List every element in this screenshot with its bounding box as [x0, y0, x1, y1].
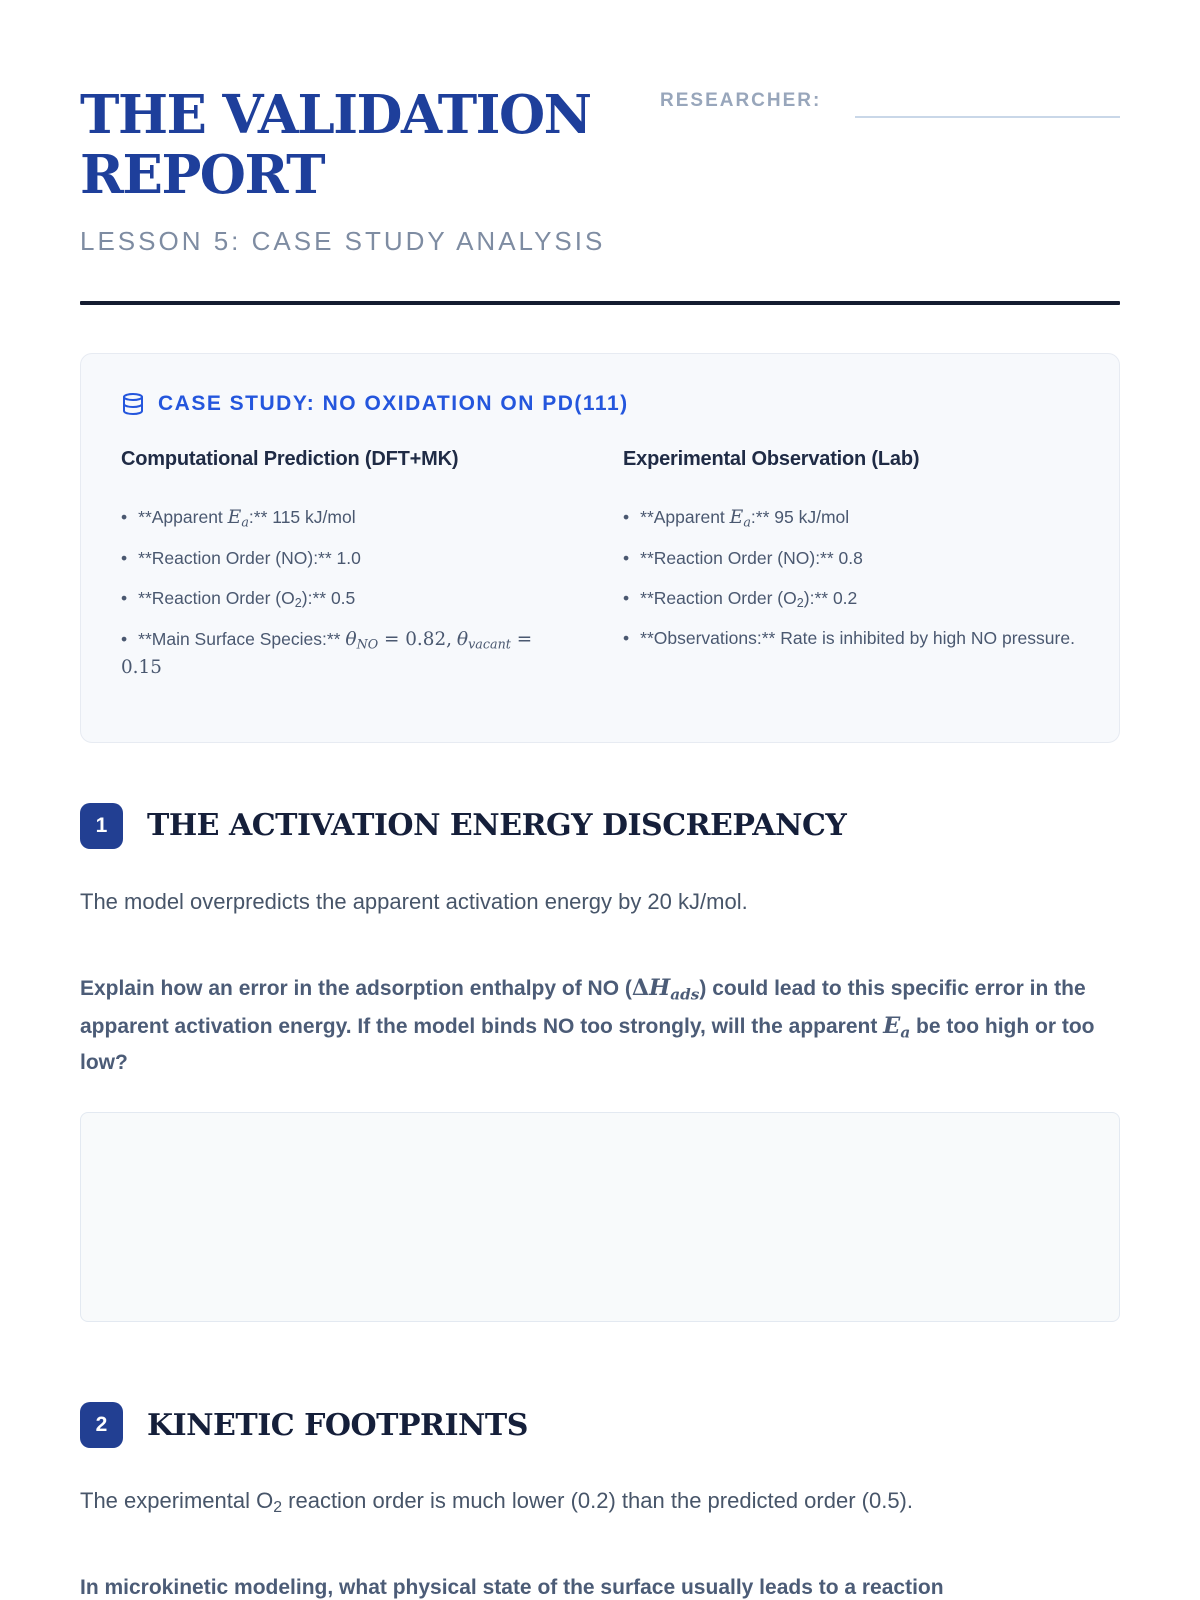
researcher-field — [660, 86, 1120, 118]
case-study-item: • **Apparent $E_a:**$ 95 kJ/mol — [623, 503, 1079, 532]
statement-text: The experimental $O_2$ reaction order is much lower (0.2) than the predicted order (0.5). — [80, 1488, 913, 1517]
bullet-list — [121, 503, 577, 683]
section-number-badge: 1 — [80, 803, 123, 849]
database-icon — [121, 392, 145, 416]
question-text: Explain how an error in the adsorption enthalpy of NO $(\Delta H_{ads})$ could lead to this specific error in the apparent activation energy. If the model binds NO too strongly, will the apparent $E_a$ be too high or too low? — [80, 975, 1095, 1075]
section-2 — [80, 1402, 1120, 1600]
section-1 — [80, 803, 1120, 1322]
case-column-experimental — [623, 448, 1079, 696]
bullet-list — [623, 503, 1079, 652]
section-2-heading-row — [80, 1402, 1120, 1448]
section-title: KINETIC FOOTPRINTS — [147, 1407, 528, 1443]
column-heading: Experimental Observation (Lab) — [623, 447, 920, 470]
case-study-item: • **Reaction Order (NO):** 0.8 — [623, 545, 1079, 572]
divider-rule — [80, 301, 1120, 305]
case-study-title: CASE STUDY: NO OXIDATION ON PD(111) — [158, 391, 629, 415]
section-title: THE ACTIVATION ENERGY DISCREPANCY — [147, 808, 847, 844]
page-title: THE VALIDATION REPORT — [80, 84, 591, 206]
case-study-item: • **Reaction Order $(O_2):**$ 0.2 — [623, 585, 1079, 612]
case-study-item: • **Observations:** Rate is inhibited by high NO pressure. — [623, 625, 1079, 652]
case-study-grid — [121, 448, 1079, 696]
case-column-computational — [121, 448, 577, 696]
statement-text: The model overpredicts the apparent activation energy by 20 kJ/mol. — [80, 888, 748, 914]
researcher-input-line[interactable] — [855, 116, 1120, 118]
header — [80, 86, 1120, 206]
section-number-badge: 2 — [80, 1402, 123, 1448]
case-study-panel — [80, 353, 1120, 743]
section-1-heading-row — [80, 803, 1120, 849]
case-study-item: • **Reaction Order $(O_2):**$ 0.5 — [121, 585, 577, 612]
case-study-item: • **Reaction Order (NO):** 1.0 — [121, 545, 577, 572]
case-study-item: • **Main Surface Species:** $\theta_{NO} = 0.82$, $\theta_{vacant} = 0.15$ — [121, 625, 577, 683]
lesson-subtitle: LESSON 5: CASE STUDY ANALYSIS — [80, 225, 606, 256]
question-text: In microkinetic modeling, what physical state of the surface usually leads to a reaction — [80, 1575, 944, 1599]
case-study-item: • **Apparent $E_a:**$ 115 kJ/mol — [121, 503, 577, 532]
researcher-label: RESEARCHER: — [660, 90, 822, 111]
column-heading: Computational Prediction (DFT+MK) — [121, 447, 459, 470]
answer-box[interactable] — [80, 1112, 1120, 1322]
case-study-title-row — [121, 392, 1079, 416]
